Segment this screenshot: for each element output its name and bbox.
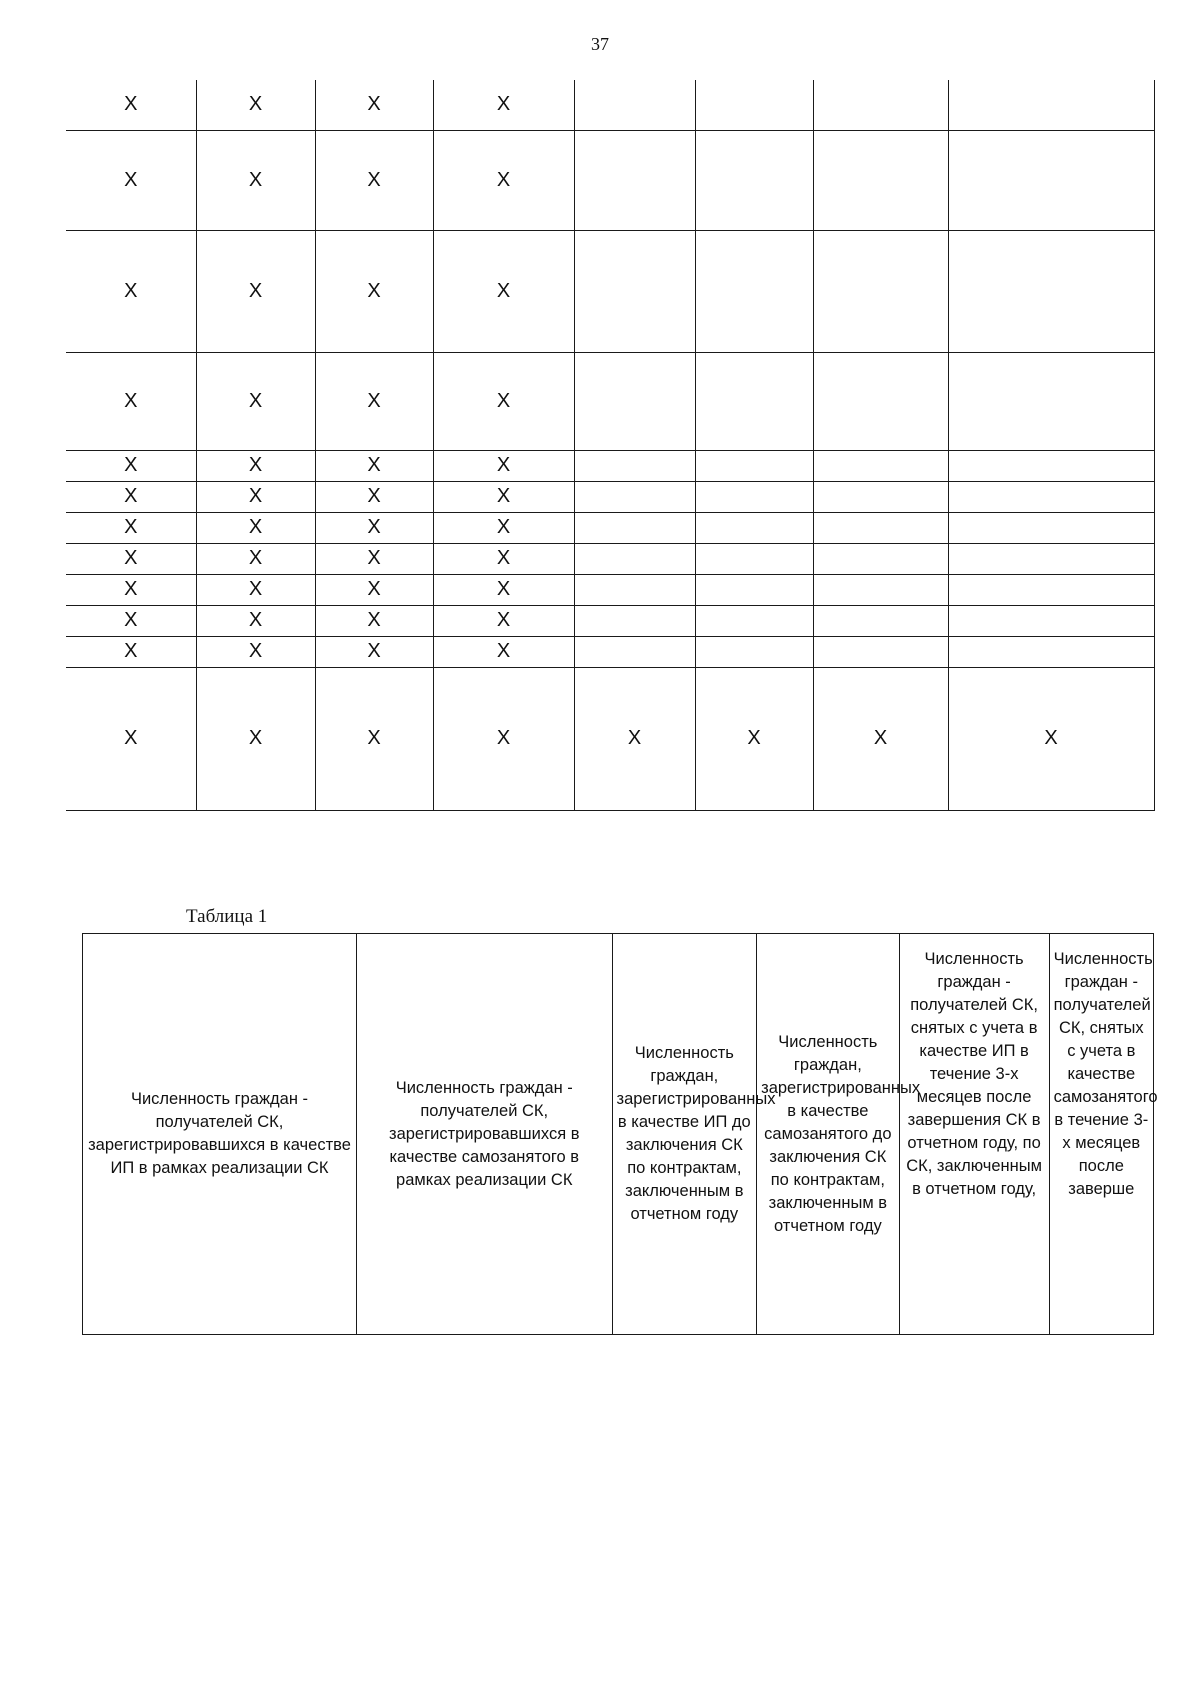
table-row [66,574,1154,605]
table-cell: X [695,667,813,810]
table-cell [695,450,813,481]
table-row [66,80,1154,130]
table-cell [574,543,695,574]
table-cell [574,481,695,512]
table-row [66,667,1154,810]
table-cell [948,450,1154,481]
table-cell: X [196,230,315,352]
table-cell [695,352,813,450]
table-cell [695,512,813,543]
table-cell [813,352,948,450]
table-cell [813,605,948,636]
table-cell: X [196,352,315,450]
table-cell [574,636,695,667]
table-cell: X [315,352,433,450]
continuation-table [66,80,1155,811]
table-cell: X [66,80,196,130]
page-number: 37 [591,34,609,54]
table-cell: X [433,543,574,574]
table-cell: X [574,667,695,810]
table-cell: X [66,605,196,636]
table-cell: X [315,667,433,810]
table-cell [574,130,695,230]
table-cell: X [196,667,315,810]
table-cell: X [196,605,315,636]
table-cell [948,512,1154,543]
table-cell: X [433,352,574,450]
table-cell: X [433,512,574,543]
table-cell: X [196,450,315,481]
table-cell: X [196,130,315,230]
table-cell: X [66,512,196,543]
table-cell: X [433,574,574,605]
table-cell [695,574,813,605]
table-row [66,636,1154,667]
table-cell [813,512,948,543]
table-cell: X [196,636,315,667]
table-cell: X [433,230,574,352]
table-cell [813,130,948,230]
table-cell: X [66,352,196,450]
table-cell: X [66,481,196,512]
table-cell: X [315,574,433,605]
table-cell: X [66,636,196,667]
table-cell [948,481,1154,512]
table-cell: X [315,450,433,481]
table-cell [695,481,813,512]
table-cell [948,543,1154,574]
header-row [83,934,1154,1335]
table-cell: X [315,636,433,667]
table-cell [574,80,695,130]
header-cell-ip-deregistered: Численность граждан - получателей СК, снятых с учета в качестве ИП в течение 3-х месяцев после завершения СК в отчетном году, по СК, заключенным в отчетном году, [899,934,1049,1335]
table-cell: X [433,636,574,667]
table-cell: X [433,80,574,130]
table-cell: X [315,605,433,636]
table-cell [574,230,695,352]
table-row [66,450,1154,481]
table-row [66,352,1154,450]
table-cell [813,574,948,605]
table-cell: X [196,543,315,574]
table-cell: X [433,481,574,512]
table-cell [813,543,948,574]
table-cell: X [196,80,315,130]
header-cell-selfemployed-deregistered: Численность граждан - получателей СК, снятых с учета в качестве самозанятого в течение 3-х месяцев после заверше [1049,934,1153,1335]
table-cell [695,130,813,230]
table-cell [948,574,1154,605]
table-cell [574,450,695,481]
table-cell: X [315,230,433,352]
table-cell: X [315,130,433,230]
table-cell [948,230,1154,352]
table-cell [695,605,813,636]
table-cell [695,543,813,574]
header-table [82,933,1158,1335]
header-cell-selfemployed-registered: Численность граждан - получателей СК, зарегистрировавшихся в качестве самозанятого в рамках реализации СК [357,934,613,1335]
table-caption: Таблица 1 [186,906,268,927]
table-cell: X [196,574,315,605]
table-cell [695,80,813,130]
table-cell [948,636,1154,667]
table-cell: X [315,80,433,130]
table-cell: X [315,543,433,574]
table-cell [948,605,1154,636]
table-row [66,605,1154,636]
table-cell: X [948,667,1154,810]
table-cell [813,636,948,667]
table-cell: X [66,667,196,810]
table-cell [948,80,1154,130]
table-cell [948,130,1154,230]
table-row [66,512,1154,543]
table-row [66,543,1154,574]
table-cell [695,230,813,352]
table-cell: X [315,512,433,543]
table-cell [695,636,813,667]
table-cell: X [196,512,315,543]
table-cell: X [66,543,196,574]
table-cell: X [433,450,574,481]
table-cell: X [433,605,574,636]
table-cell: X [433,667,574,810]
table-row [66,481,1154,512]
table-cell: X [66,130,196,230]
table-cell: X [315,481,433,512]
table-cell [948,352,1154,450]
table-cell [574,512,695,543]
header-cell-selfemployed-before-contract: Численность граждан, зарегистрированных в качестве самозанятого до заключения СК по контрактам, заключенным в отчетном году [757,934,899,1335]
table-cell: X [66,574,196,605]
table-cell: X [196,481,315,512]
header-cell-ip-registered: Численность граждан - получателей СК, зарегистрировавшихся в качестве ИП в рамках реализации СК [83,934,357,1335]
table-cell [574,574,695,605]
table-cell [813,481,948,512]
table-cell [813,230,948,352]
table-cell [813,450,948,481]
table-cell: X [66,450,196,481]
header-cell-ip-before-contract: Численность граждан, зарегистрированных в качестве ИП до заключения СК по контрактам, заключенным в отчетном году [612,934,757,1335]
table-row [66,230,1154,352]
table-cell: X [433,130,574,230]
table-cell [813,80,948,130]
table-row [66,130,1154,230]
table-cell [574,605,695,636]
table-cell: X [66,230,196,352]
table-cell [574,352,695,450]
table-cell: X [813,667,948,810]
